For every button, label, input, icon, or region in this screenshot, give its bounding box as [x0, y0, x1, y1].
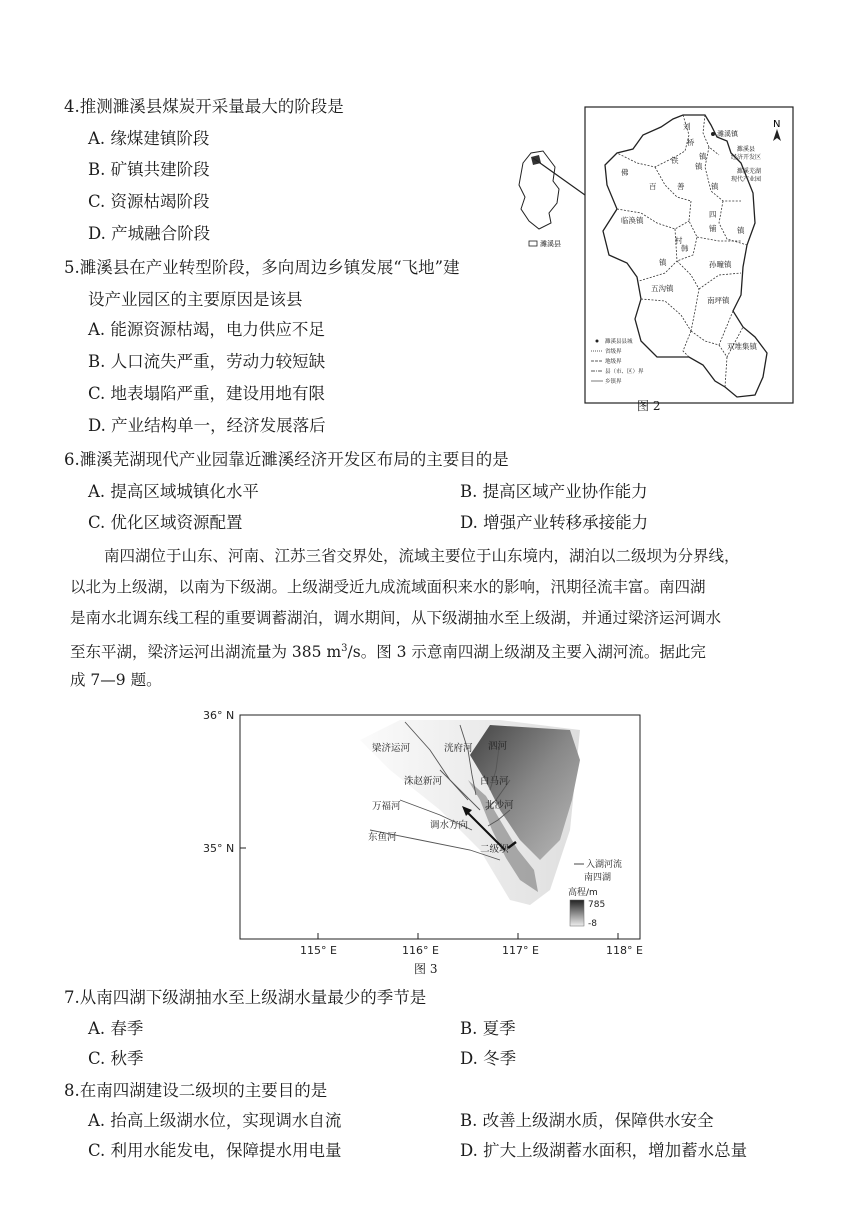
town-label-zhen2: 镇 — [711, 182, 719, 191]
passage-line-2: 以北为上级湖，以南为下级湖。上级湖受近九成流域面积来水的影响，汛期径流丰富。南四湖 — [70, 578, 706, 596]
figure-3-map — [200, 700, 660, 960]
passage-line-4-a: 至东平湖，梁济运河出湖流量为 385 m — [70, 643, 342, 662]
q4-stem: 4.推测濉溪县煤炭开采量最大的阶段是 — [64, 97, 344, 116]
town-label-zhen4: 镇 — [659, 258, 667, 267]
legend-prefecture: 地级界 — [605, 359, 622, 365]
river-label-zhuzhaoxin: 洙赵新河 — [404, 776, 443, 787]
passage-line-3: 是南水北调东线工程的重要调蓄湖泊，调水期间，从下级湖抽水至上级湖，并通过梁济运河调水 — [70, 609, 722, 627]
town-label-pu: 铺 — [709, 224, 717, 233]
q8-option-d: D. 扩大上级湖蓄水面积，增加蓄水总量 — [460, 1141, 748, 1160]
q6-option-b: B. 提高区域产业协作能力 — [460, 482, 648, 501]
legend-township: 乡镇界 — [605, 379, 622, 385]
q7-stem: 7.从南四湖下级湖抽水至上级湖水量最少的季节是 — [64, 988, 427, 1007]
q6-stem: 6.濉溪芜湖现代产业园靠近濉溪经济开发区布局的主要目的是 — [64, 450, 509, 469]
lon-label-116: 116° E — [402, 944, 439, 957]
town-label-wugou: 五沟镇 — [651, 284, 674, 293]
town-label-fo: 佛 — [621, 168, 629, 177]
river-label-liangji: 梁济运河 — [372, 743, 411, 754]
passage-line-4-b: /s。图 3 示意南四湖上级湖及主要入湖河流。据此完 — [347, 643, 706, 662]
wuhu-label-2: 现代产业园 — [731, 176, 762, 183]
legend-county: 县（市、区）界 — [605, 369, 644, 375]
q5-stem-line2: 设产业园区的主要原因是该县 — [88, 290, 303, 309]
lon-label-117: 117° E — [502, 944, 539, 957]
town-label-liu: 刘 — [683, 122, 691, 131]
town-label-zhen5: 镇 — [695, 162, 703, 171]
q8-stem: 8.在南四湖建设二级坝的主要目的是 — [64, 1081, 328, 1100]
q6-option-a: A. 提高区域城镇化水平 — [88, 482, 259, 501]
river-label-baima: 白马河 — [480, 776, 509, 787]
figure-3-caption: 图 3 — [414, 962, 438, 976]
q7-option-c: C. 秋季 — [88, 1049, 144, 1068]
town-label-baishan: 百 — [649, 182, 657, 191]
q8-option-b: B. 改善上级湖水质，保障供水安全 — [460, 1111, 714, 1130]
town-label-zhen1: 镇 — [699, 152, 707, 161]
devzone-label-1: 濉溪县 — [737, 146, 756, 153]
river-label-guangfu: 洸府河 — [444, 743, 473, 754]
inset-legend-swatch — [529, 241, 537, 246]
q7-option-a: A. 春季 — [88, 1019, 144, 1038]
town-label-tie: 铁 — [671, 156, 679, 165]
legend-river: 入湖河流 — [586, 860, 623, 870]
inset-label: 濉溪县 — [540, 240, 561, 248]
q7-option-b: B. 夏季 — [460, 1019, 516, 1038]
town-label-sunyu: 孙疃镇 — [709, 260, 732, 269]
wuhu-label-1: 濉溪芜湖 — [737, 168, 762, 175]
town-label-suixi: 濉溪镇 — [717, 130, 738, 138]
legend-elev-title: 高程/m — [568, 888, 598, 898]
lon-label-115: 115° E — [300, 944, 337, 957]
passage-line-4 — [70, 639, 706, 662]
town-label-si: 四 — [709, 210, 717, 219]
q5-stem-line1: 5.濉溪县在产业转型阶段，多向周边乡镇发展“飞地”建 — [64, 258, 460, 277]
legend-elev-max: 785 — [588, 900, 606, 910]
passage-line-5: 成 7—9 题。 — [70, 671, 162, 689]
passage-unit-superscript: 3 — [341, 643, 348, 654]
q8-option-c: C. 利用水能发电，保障提水用电量 — [88, 1141, 342, 1160]
passage-line-1: 南四湖位于山东、河南、江苏三省交界处，流域主要位于山东境内，湖泊以二级坝为分界线， — [104, 547, 740, 565]
town-label-hanxin: 韩 — [681, 244, 689, 253]
q4-option-d: D. 产城融合阶段 — [88, 224, 211, 243]
dam-label: 二级坝 — [480, 844, 509, 855]
q7-option-d: D. 冬季 — [460, 1049, 517, 1068]
town-label-zhen3: 镇 — [737, 226, 745, 235]
q4-option-c: C. 资源枯竭阶段 — [88, 192, 210, 211]
town-label-linhuan: 临涣镇 — [621, 216, 644, 225]
q6-option-c: C. 优化区域资源配置 — [88, 513, 243, 532]
lon-label-118: 118° E — [606, 944, 643, 957]
legend-province: 省级界 — [605, 349, 622, 355]
river-label-dongyu: 东鱼河 — [368, 832, 397, 843]
q8-option-a: A. 抬高上级湖水位，实现调水自流 — [88, 1111, 342, 1130]
town-label-cun: 村 — [675, 236, 683, 245]
q6-option-d: D. 增强产业转移承接能力 — [460, 513, 649, 532]
figure-2-caption: 图 2 — [637, 399, 661, 413]
legend-county-seat: 濉溪县县城 — [605, 339, 633, 345]
river-label-wanfu: 万福河 — [372, 801, 401, 812]
town-label-shan: 善 — [677, 182, 685, 191]
county-seat-marker — [711, 132, 715, 136]
devzone-label-2: 经济开发区 — [731, 154, 762, 161]
q5-option-a: A. 能源资源枯竭，电力供应不足 — [88, 320, 325, 339]
q5-option-c: C. 地表塌陷严重，建设用地有限 — [88, 384, 326, 403]
q4-option-a: A. 缘煤建镇阶段 — [88, 129, 210, 148]
legend-elev-bar — [570, 900, 584, 926]
lat-label-36: 36° N — [203, 709, 235, 722]
legend-lake: 南四湖 — [584, 873, 612, 883]
q5-option-b: B. 人口流失严重，劳动力较短缺 — [88, 352, 326, 371]
diversion-label: 调水方向 — [430, 820, 469, 831]
figure-2-map — [505, 105, 795, 410]
town-label-qiao: 桥 — [687, 138, 695, 147]
legend-elev-min: -8 — [588, 919, 597, 929]
lat-label-35: 35° N — [203, 842, 235, 855]
q4-option-b: B. 矿镇共建阶段 — [88, 160, 210, 179]
town-label-nanping: 南坪镇 — [707, 296, 730, 305]
river-label-si: 泗河 — [488, 741, 508, 752]
town-label-shuangdui: 双堆集镇 — [727, 342, 757, 351]
river-label-beisha: 北沙河 — [485, 800, 514, 811]
north-label: N — [773, 119, 781, 130]
q5-option-d: D. 产业结构单一，经济发展落后 — [88, 416, 326, 435]
